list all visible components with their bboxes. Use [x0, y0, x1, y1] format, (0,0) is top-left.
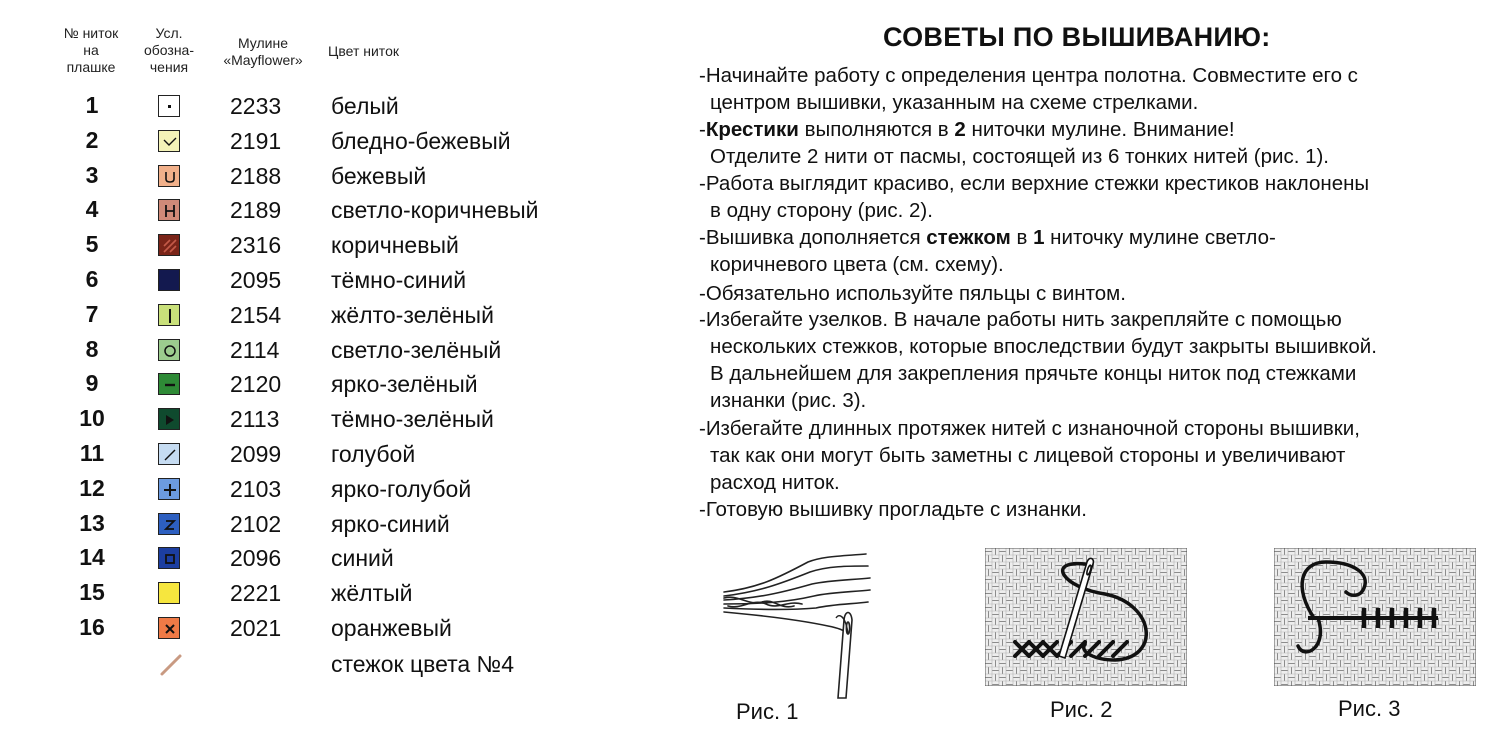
color-symbol-swatch	[158, 269, 180, 291]
figure-3-back-side	[1274, 548, 1476, 686]
tip-line: Отделите 2 нити от пасмы, состоящей из 6 тонких нитей (рис. 1).	[710, 145, 1330, 168]
tip-line: нескольких стежков, которые впоследствии будут закрыты вышивкой.	[710, 335, 1377, 358]
tip-4	[699, 224, 1499, 278]
mouline-code: 2099	[230, 441, 282, 467]
color-symbol-swatch	[158, 199, 180, 221]
mouline-code: 2096	[230, 545, 282, 572]
thread-color-name: ярко-голубой	[331, 475, 472, 502]
figure-1-caption: Рис. 1	[736, 699, 799, 724]
color-symbol-swatch	[158, 234, 180, 256]
header-line: Усл.	[155, 25, 183, 41]
tip-6	[699, 306, 1499, 414]
tip-1	[699, 62, 1499, 116]
header-symbol	[134, 25, 204, 76]
mouline-code: 2316	[230, 232, 282, 259]
tip-text: ниточки мулине. Внимание!	[965, 118, 1235, 141]
tip-5	[699, 280, 1499, 307]
row-number: 3	[85, 161, 99, 188]
tip-line: -Избегайте узелков. В начале работы нить закрепляйте с помощью	[699, 308, 1342, 331]
mouline-code: 2120	[230, 371, 282, 398]
mouline-code: 2103	[230, 475, 282, 502]
tip-text: выполняются в	[798, 118, 955, 141]
thread-color-name: оранжевый	[331, 615, 452, 641]
tip-2	[699, 116, 1499, 170]
tip-8	[699, 496, 1499, 523]
thread-color-name: тёмно-зелёный	[331, 406, 494, 433]
tip-text: -	[699, 118, 706, 141]
row-number: 1	[85, 92, 99, 118]
color-symbol-swatch	[158, 165, 180, 187]
row-number: 2	[85, 126, 99, 153]
header-color: Цвет ниток	[328, 43, 399, 59]
color-symbol-swatch	[158, 443, 180, 465]
color-symbol-swatch	[158, 547, 180, 569]
tip-line: -Избегайте длинных протяжек нитей с изнаночной стороны вышивки,	[699, 417, 1360, 440]
mouline-code: 2102	[230, 510, 282, 537]
mouline-code: 2021	[230, 615, 282, 641]
thread-color-name: голубой	[331, 441, 416, 467]
mouline-code: 2154	[230, 301, 282, 328]
tip-line: так как они могут быть заметны с лицевой стороны и увеличивают	[710, 444, 1346, 467]
header-thread-number	[52, 25, 130, 76]
color-symbol-swatch	[158, 617, 180, 639]
tip-bold: 2	[954, 118, 966, 141]
header-line: Мулине	[237, 35, 289, 51]
row-number: 11	[79, 440, 105, 466]
tip-line: В дальнейшем для закрепления прячьте концы ниток под стежками	[710, 362, 1357, 385]
mouline-code: 2095	[230, 267, 282, 293]
mouline-code: 2113	[230, 406, 280, 433]
row-number: 8	[85, 335, 99, 362]
figure-2-caption: Рис. 2	[1050, 697, 1113, 722]
row-number: 10	[79, 405, 105, 432]
color-symbol-swatch	[158, 408, 180, 430]
tip-text: ниточку мулине светло-	[1044, 226, 1276, 249]
row-number: 14	[79, 544, 105, 571]
thread-color-name: бежевый	[331, 162, 427, 189]
thread-color-name: светло-коричневый	[331, 197, 539, 224]
row-number: 4	[85, 196, 99, 223]
color-symbol-swatch	[158, 304, 180, 326]
tip-line: изнанки (рис. 3).	[710, 389, 867, 412]
tip-bold: 1	[1033, 226, 1045, 249]
tip-line: расход ниток.	[710, 471, 840, 494]
color-symbol-swatch	[158, 582, 180, 604]
header-line: № ниток	[63, 25, 119, 41]
color-symbol-swatch	[158, 130, 180, 152]
color-symbol-swatch	[158, 513, 180, 535]
stitch-line-icon	[156, 650, 186, 680]
row-number: 15	[79, 579, 105, 606]
tip-line: -Обязательно используйте пяльцы с винтом.	[699, 282, 1126, 305]
row-number: 6	[85, 266, 99, 292]
header-line: чения	[149, 59, 189, 75]
tip-line: -Работа выглядит красиво, если верхние стежки крестиков наклонены	[699, 172, 1370, 195]
row-number: 9	[85, 370, 99, 397]
thread-color-name: тёмно-синий	[331, 267, 467, 293]
header-line: на	[83, 42, 99, 58]
figure-2-cross-stitch	[985, 548, 1187, 686]
thread-color-name: белый	[331, 93, 399, 119]
mouline-code: 2233	[230, 93, 282, 119]
mouline-code: 2189	[230, 197, 282, 224]
color-symbol-swatch	[158, 373, 180, 395]
mouline-code: 2191	[230, 127, 282, 154]
thread-color-name: жёлтый	[331, 580, 413, 607]
tip-line: в одну сторону (рис. 2).	[710, 199, 933, 222]
tips-title: СОВЕТЫ ПО ВЫШИВАНИЮ:	[883, 22, 1271, 52]
thread-color-name: ярко-зелёный	[331, 371, 478, 398]
tip-text: в	[1010, 226, 1034, 249]
thread-color-name: жёлто-зелёный	[331, 301, 494, 328]
tip-line: -Готовую вышивку прогладьте с изнанки.	[699, 498, 1087, 521]
thread-color-name: ярко-синий	[331, 510, 450, 537]
color-symbol-swatch	[158, 95, 180, 117]
thread-color-name: бледно-бежевый	[331, 127, 511, 154]
thread-color-name: синий	[331, 545, 394, 572]
tip-line: -Начинайте работу с определения центра полотна. Совместите его с	[699, 64, 1358, 87]
figure-1-needle-threads	[718, 548, 878, 708]
color-symbol-swatch	[158, 478, 180, 500]
tip-bold: Крестики	[705, 118, 799, 141]
row-number: 16	[79, 614, 105, 640]
color-symbol-swatch	[158, 339, 180, 361]
tip-bold: стежком	[926, 226, 1011, 249]
header-line: «Mayflower»	[223, 52, 303, 68]
row-number: 13	[79, 509, 105, 536]
thread-color-name: светло-зелёный	[331, 336, 502, 363]
tip-7	[699, 415, 1499, 496]
mouline-code: 2188	[230, 162, 282, 189]
mouline-code: 2221	[230, 580, 282, 607]
tip-line: коричневого цвета (см. схему).	[710, 253, 1004, 276]
tip-3	[699, 170, 1499, 224]
header-mouline	[210, 35, 316, 69]
thread-color-name: коричневый	[331, 232, 459, 259]
mouline-code: 2114	[230, 336, 280, 363]
row-number: 12	[79, 474, 105, 501]
header-line: обозна-	[143, 42, 195, 58]
header-line: плашке	[66, 59, 116, 75]
row-number: 7	[85, 300, 99, 327]
figure-3-caption: Рис. 3	[1338, 696, 1401, 721]
tip-text: -Вышивка дополняется	[699, 226, 927, 249]
stitch-row-label: стежок цвета №4	[331, 651, 515, 677]
tip-line: центром вышивки, указанным на схеме стрелками.	[710, 91, 1199, 114]
row-number: 5	[85, 231, 99, 258]
